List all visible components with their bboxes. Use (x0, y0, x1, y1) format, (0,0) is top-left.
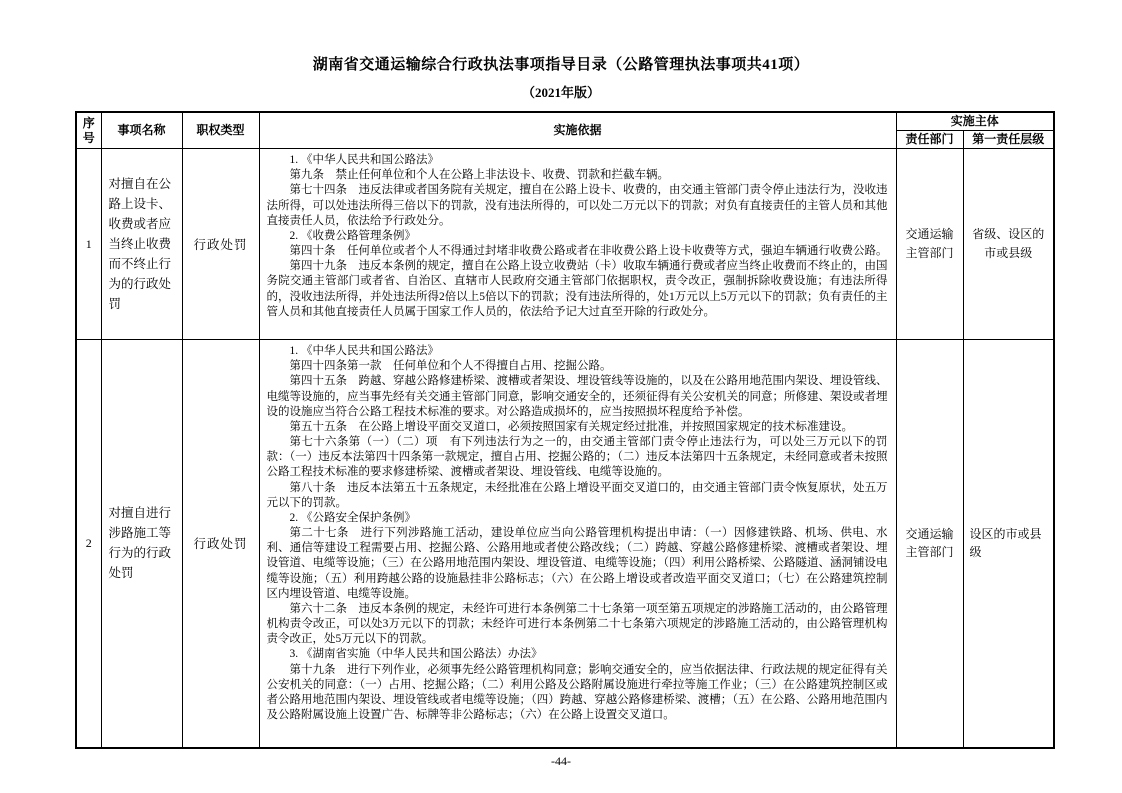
header-item-name: 事项名称 (101, 112, 182, 149)
basis-paragraph: 第十九条 进行下列作业，必须事先经公路管理机构同意；影响交通安全的，应当依据法律、行政法规的规定征得有关公安机关的同意：（一）占用、挖掘公路；（二）利用公路及公路附属设施进行牵拉等施工作业；（三）在公路建筑控制区或者公路用地范围内架设、埋设管线或者电缆等设施；（四）跨越、穿越公路修建桥梁、渡槽；（五）在公路、公路用地范围内及公路附属设施上设置广告、标牌等非公路标志；（六）在公路上设置交叉道口。 (266, 663, 888, 722)
basis-paragraph: 第四十九条 违反本条例的规定，擅自在公路上设立收费站（卡）收取车辆通行费或者应当终止收费而不终止的，由国务院交通主管部门或者省、自治区、直辖市人民政府交通主管部门依据职权，责令改正，强制拆除收费设施；有违法所得的，没收违法所得，并处违法所得2倍以上5倍以下的罚款；没有违法所得的，处1万元以上5万元以下的罚款；负有责任的主管人员和其他直接责任人员属于国家工作人员的，依法给予记大过直至开除的行政处分。 (266, 260, 888, 318)
basis-paragraph: 第八十条 违反本法第五十五条规定，未经批准在公路上增设平面交叉道口的，由交通主管部门责令恢复原状，处五万元以下的罚款。 (266, 481, 888, 509)
item-name-cell: 对擅自进行涉路施工等行为的行政处罚 (101, 340, 182, 748)
authority-type-cell: 行政处罚 (182, 149, 259, 340)
basis-paragraph: 第六十二条 违反本条例的规定，未经许可进行本条例第二十七条第一项至第五项规定的涉路施工活动的，由公路管理机构责令改正，可以处3万元以下的罚款；未经许可进行本条例第二十七条第六项规定的涉路施工活动的，由公路管理机构责令改正，处5万元以下的罚款。 (266, 602, 888, 646)
basis-paragraph: 第四十四条第一款 任何单位和个人不得擅自占用、挖掘公路。 (289, 360, 612, 373)
header-implementation-subject: 实施主体 (896, 112, 1054, 131)
basis-paragraph: 3. 《湖南省实施（中华人民共和国公路法）办法》 (289, 648, 543, 661)
header-first-responsibility-level: 第一责任层级 (963, 131, 1054, 149)
document-subtitle: （2021年版） (521, 85, 600, 100)
table-row (76, 149, 1054, 340)
serial-no-cell: 1 (76, 149, 101, 340)
basis-paragraph: 2. 《公路安全保护条例》 (289, 511, 416, 524)
serial-no-cell: 2 (76, 340, 101, 748)
basis-paragraph: 第七十四条 违反法律或者国务院有关规定，擅自在公路上设卡、收费的，由交通主管部门责令停止违法行为，没收违法所得，可以处违法所得三倍以下的罚款，没有违法所得的，可以处二万元以下的罚款；对负有直接责任的主管人员和其他直接责任人员，依法给予行政处分。 (266, 184, 888, 227)
catalog-table (75, 111, 1055, 749)
basis-paragraph: 1. 《中华人民共和国公路法》 (289, 345, 439, 357)
authority-type-cell: 行政处罚 (182, 340, 259, 748)
table-header (76, 112, 1054, 149)
responsible-dept-cell: 交通运输主管部门 (896, 149, 963, 340)
header-responsible-dept: 责任部门 (896, 131, 963, 149)
basis-paragraph: 第五十五条 在公路上增设平面交叉道口，必须按照国家有关规定经过批准，并按照国家规定的技术标准建设。 (289, 420, 853, 433)
basis-paragraph: 2. 《收费公路管理条例》 (289, 229, 416, 242)
item-name-cell: 对擅自在公路上设卡、收费或者应当终止收费而不终止行为的行政处罚 (101, 149, 182, 340)
implementation-basis-cell (259, 340, 896, 748)
header-implementation-basis: 实施依据 (259, 112, 896, 149)
responsible-dept-cell: 交通运输主管部门 (896, 340, 963, 748)
header-serial-no: 序号 (76, 112, 101, 149)
responsibility-level-cell: 设区的市或县级 (963, 340, 1054, 748)
document-title: 湖南省交通运输综合行政执法事项指导目录（公路管理执法事项共41项） (312, 57, 810, 73)
basis-paragraph: 第四十五条 跨越、穿越公路修建桥梁、渡槽或者架设、埋设管线等设施的，以及在公路用地范围内架设、埋设管线、电缆等设施的，应当事先经有关交通主管部门同意，影响交通安全的，还须征得有关公安机关的同意；所修建、架设或者埋设的设施应当符合公路工程技术标准的要求。对公路造成损坏的，应当按照损坏程度给予补偿。 (266, 375, 888, 418)
basis-paragraph: 第七十六条第（一）（二）项 有下列违法行为之一的，由交通主管部门责令停止违法行为，可以处三万元以下的罚款：（一）违反本法第四十四条第一款规定，擅自占用、挖掘公路的；（二）违反本法第四十五条规定，未经同意或者未按照公路工程技术标准的要求修建桥梁、渡槽或者架设、埋设管线、电缆等设施的。 (266, 436, 888, 479)
basis-paragraph: 第二十七条 进行下列涉路施工活动，建设单位应当向公路管理机构提出申请：（一）因修建铁路、机场、供电、水利、通信等建设工程需要占用、挖掘公路、公路用地或者使公路改线；（二）跨越、穿越公路修建桥梁、渡槽或者架设、埋设管道、电缆等设施；（三）在公路用地范围内架设、埋设管道、电缆等设施；（四）利用公路桥梁、公路隧道、涵洞铺设电缆等设施；（五）利用跨越公路的设施悬挂非公路标志；（六）在公路上增设或者改造平面交叉道口；（七）在公路建筑控制区内埋设管道、电缆等设施。 (266, 527, 888, 600)
page-number: -44- (551, 754, 571, 768)
basis-paragraph: 第四十条 任何单位或者个人不得通过封堵非收费公路或者在非收费公路上设卡收费等方式，强迫车辆通行收费公路。 (289, 245, 888, 258)
responsibility-level-cell: 省级、设区的市或县级 (963, 149, 1054, 340)
header-authority-type: 职权类型 (182, 112, 259, 149)
basis-paragraph: 1. 《中华人民共和国公路法》 (289, 154, 439, 166)
table-row (76, 340, 1054, 748)
implementation-basis-cell (259, 149, 896, 340)
basis-paragraph: 第九条 禁止任何单位和个人在公路上非法设卡、收费、罚款和拦截车辆。 (289, 169, 669, 182)
